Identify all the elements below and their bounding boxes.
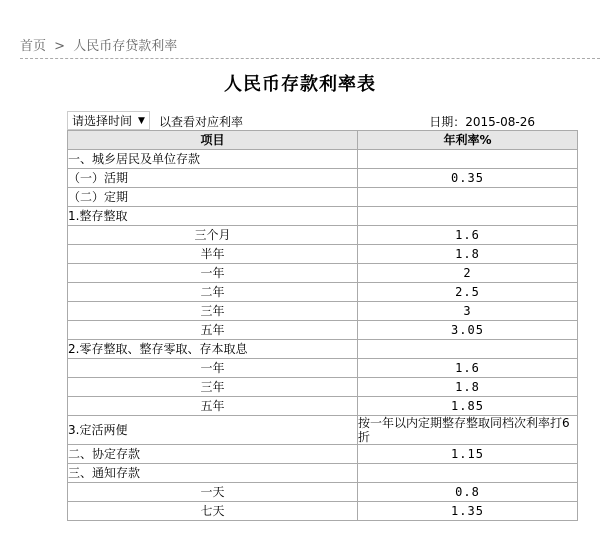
table-row bbox=[68, 283, 578, 302]
breadcrumb-separator-icon: > bbox=[54, 39, 66, 54]
row-rate: 3.05 bbox=[358, 321, 578, 340]
table-row bbox=[68, 188, 578, 207]
row-rate bbox=[358, 150, 578, 169]
table-row bbox=[68, 464, 578, 483]
table-row bbox=[68, 397, 578, 416]
breadcrumb-home-link[interactable]: 首页 bbox=[20, 39, 47, 54]
row-item: 一天 bbox=[68, 483, 358, 502]
date-label: 日期：2015-08-26 bbox=[429, 115, 535, 129]
rate-table bbox=[67, 130, 578, 521]
table-row bbox=[68, 378, 578, 397]
divider bbox=[20, 58, 600, 59]
table-row bbox=[68, 245, 578, 264]
time-select[interactable] bbox=[67, 111, 150, 130]
table-row bbox=[68, 483, 578, 502]
row-item: 五年 bbox=[68, 321, 358, 340]
table-row bbox=[68, 445, 578, 464]
row-item: 二、协定存款 bbox=[68, 445, 358, 464]
header-rate: 年利率% bbox=[358, 131, 578, 150]
row-rate: 1.35 bbox=[358, 502, 578, 521]
row-item: 三年 bbox=[68, 302, 358, 321]
table-row bbox=[68, 207, 578, 226]
row-item: 半年 bbox=[68, 245, 358, 264]
table-row bbox=[68, 264, 578, 283]
select-hint: 以查看对应利率 bbox=[159, 115, 244, 129]
row-rate: 按一年以内定期整存整取同档次利率打6折 bbox=[358, 416, 578, 445]
row-item: （一）活期 bbox=[68, 169, 358, 188]
row-rate: 0.35 bbox=[358, 169, 578, 188]
row-rate: 1.6 bbox=[358, 359, 578, 378]
row-item: 一年 bbox=[68, 359, 358, 378]
table-row bbox=[68, 226, 578, 245]
row-item: 二年 bbox=[68, 283, 358, 302]
row-item: 一、城乡居民及单位存款 bbox=[68, 150, 358, 169]
row-item: 五年 bbox=[68, 397, 358, 416]
table-row bbox=[68, 321, 578, 340]
row-rate: 1.6 bbox=[358, 226, 578, 245]
row-item: 2.零存整取、整存零取、存本取息 bbox=[68, 340, 358, 359]
row-rate: 2.5 bbox=[358, 283, 578, 302]
table-row bbox=[68, 302, 578, 321]
row-item: 一年 bbox=[68, 264, 358, 283]
breadcrumb-current[interactable]: 人民币存贷款利率 bbox=[73, 39, 178, 54]
row-item: 3.定活两便 bbox=[68, 416, 358, 445]
table-row bbox=[68, 150, 578, 169]
row-item: 三个月 bbox=[68, 226, 358, 245]
chevron-down-icon: ▼ bbox=[138, 115, 145, 126]
table-row bbox=[68, 340, 578, 359]
row-rate: 1.8 bbox=[358, 378, 578, 397]
row-rate bbox=[358, 207, 578, 226]
row-item: 七天 bbox=[68, 502, 358, 521]
row-item: （二）定期 bbox=[68, 188, 358, 207]
header-item: 项目 bbox=[68, 131, 358, 150]
time-select-value: 请选择时间 bbox=[72, 114, 133, 128]
row-rate: 2 bbox=[358, 264, 578, 283]
row-item: 三年 bbox=[68, 378, 358, 397]
row-rate bbox=[358, 188, 578, 207]
page-title: 人民币存款利率表 bbox=[224, 74, 376, 95]
row-rate bbox=[358, 340, 578, 359]
row-rate: 1.15 bbox=[358, 445, 578, 464]
table-row bbox=[68, 502, 578, 521]
row-rate bbox=[358, 464, 578, 483]
row-item: 三、通知存款 bbox=[68, 464, 358, 483]
row-rate: 3 bbox=[358, 302, 578, 321]
table-row bbox=[68, 416, 578, 445]
row-rate: 0.8 bbox=[358, 483, 578, 502]
table-row bbox=[68, 169, 578, 188]
table-row bbox=[68, 359, 578, 378]
row-rate: 1.85 bbox=[358, 397, 578, 416]
row-rate: 1.8 bbox=[358, 245, 578, 264]
row-item: 1.整存整取 bbox=[68, 207, 358, 226]
filter-bar bbox=[67, 111, 577, 129]
breadcrumb bbox=[20, 35, 181, 54]
